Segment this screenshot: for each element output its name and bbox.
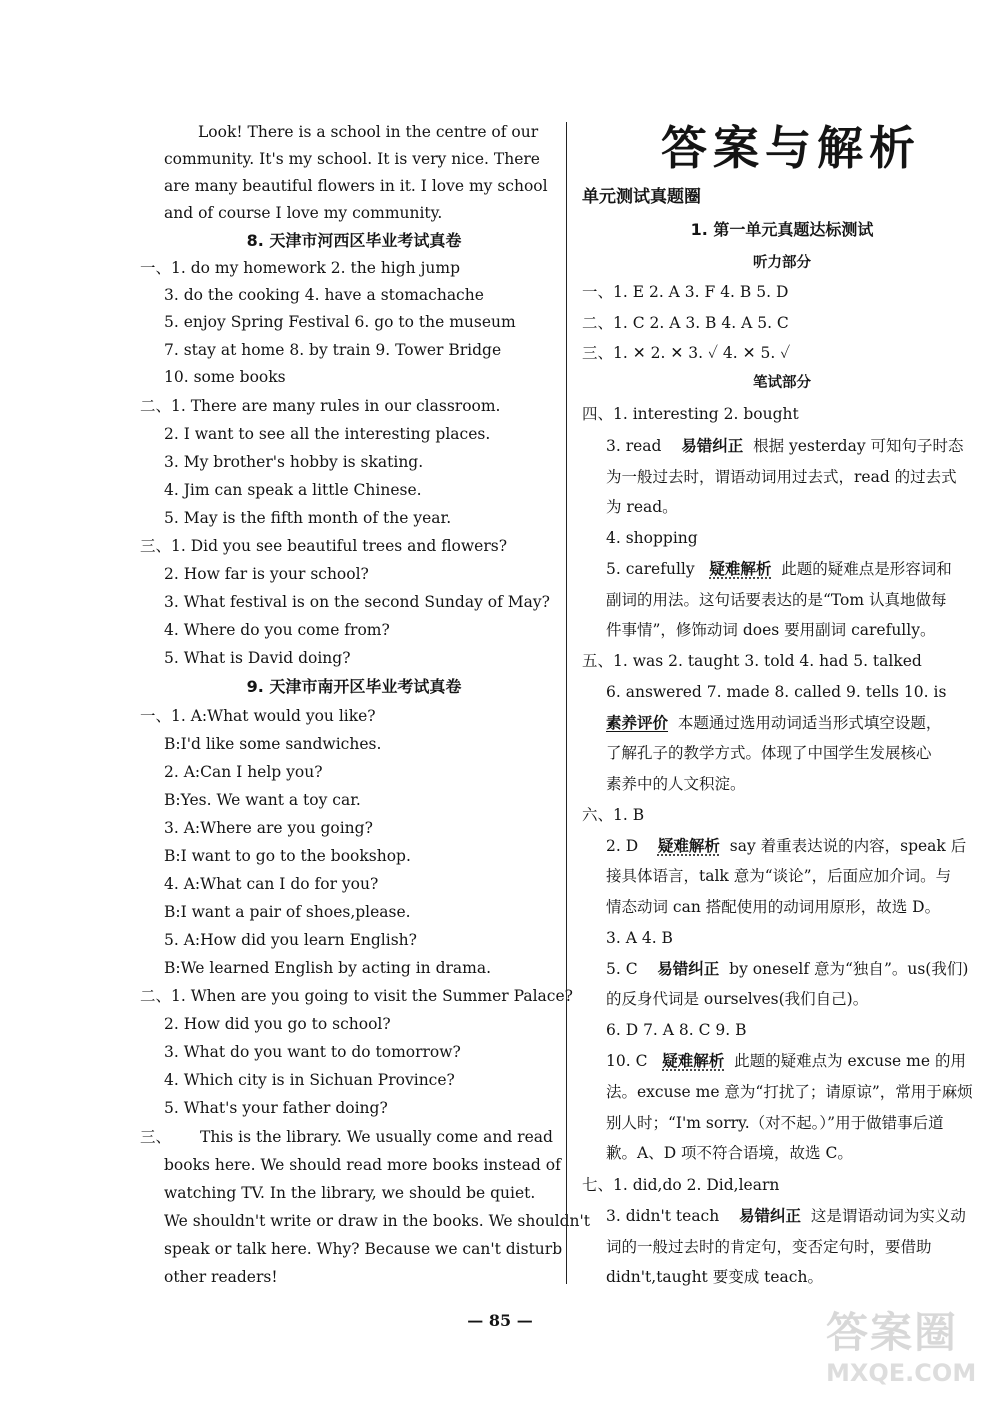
answer-text: 3. didn't teach: [606, 1207, 720, 1225]
answer-line: B:I want a pair of shoes,please.: [164, 903, 411, 921]
answer-line: 5. What's your father doing?: [164, 1099, 388, 1117]
answer-line: 三、1. ✕ 2. ✕ 3. ✓ 4. ✕ 5. ✓: [582, 344, 791, 362]
answer-line: 4. Which city is in Sichuan Province?: [164, 1071, 455, 1089]
unit-title: 1. 第一单元真题达标测试: [690, 220, 874, 239]
answer-line: 6. D 7. A 8. C 9. B: [606, 1021, 747, 1039]
passage-line: speak or talk here. Why? Because we can't disturb: [164, 1240, 563, 1258]
answer-line: 六、1. B: [582, 806, 645, 824]
analysis-tag: 疑难解析: [657, 837, 720, 855]
answer-line: 3. What do you want to do tomorrow?: [164, 1043, 461, 1061]
answer-line: 一、1. E 2. A 3. F 4. B 5. D: [582, 283, 789, 301]
explanation-line: 接具体语言，talk 意为“谈论”，后面应加介词。与: [606, 867, 952, 885]
explanation-line: 情态动词 can 搭配使用的动词用原形，故选 D。: [606, 898, 941, 916]
explanation-text: 此题的疑难点是形容词和: [781, 560, 952, 578]
answer-line: 5. enjoy Spring Festival 6. go to the museum: [164, 313, 516, 331]
explanation-line: 法。excuse me 意为“打扰了；请原谅”，常用于麻烦: [606, 1083, 973, 1101]
intro-line: Look! There is a school in the centre of our: [198, 123, 539, 141]
error-correction-tag: 易错纠正: [681, 437, 744, 455]
explanation-text: say 着重表达说的内容，speak 后: [729, 837, 967, 855]
explanation-line: 了解孔子的教学方式。体现了中国学生发展核心: [606, 744, 932, 762]
intro-line: and of course I love my community.: [164, 204, 443, 222]
answer-line: 2. How did you go to school?: [164, 1015, 391, 1033]
answer-line: B:I want to go to the bookshop.: [164, 847, 411, 865]
answer-line: 7. stay at home 8. by train 9. Tower Bridge: [164, 341, 502, 359]
watermark-logo: [826, 1308, 996, 1404]
answer-line: B:Yes. We want a toy car.: [164, 791, 361, 809]
answer-line: 5. What is David doing?: [164, 649, 351, 667]
answer-line: 2. A:Can I help you?: [164, 763, 323, 781]
explanation-line: 为一般过去时，谓语动词用过去式，read 的过去式: [606, 468, 957, 486]
page-title: 答案与解析: [661, 121, 921, 175]
answer-text: 5. carefully: [606, 560, 695, 578]
watermark-url: MXQE.COM: [826, 1359, 977, 1387]
answer-line: [606, 713, 941, 733]
analysis-tag: 疑难解析: [709, 560, 772, 578]
explanation-text: by oneself 意为“独自”。us(我们): [729, 960, 969, 978]
answer-line: [606, 1206, 966, 1226]
answer-line: [606, 836, 966, 856]
explanation-text: 这是谓语动词为实义动: [810, 1207, 966, 1225]
answer-line: 3. do the cooking 4. have a stomachache: [164, 286, 484, 304]
answer-line: 二、1. There are many rules in our classroom.: [140, 397, 501, 415]
answer-line: 4. shopping: [606, 529, 698, 547]
intro-line: are many beautiful flowers in it. I love my school: [164, 177, 548, 195]
answer-line: 4. Where do you come from?: [164, 621, 390, 639]
answer-line: [606, 1051, 966, 1071]
answer-line: 10. some books: [164, 368, 286, 386]
answer-line: 一、1. A:What would you like?: [140, 707, 376, 725]
explanation-line: 歉。A、D 项不符合语境，故选 C。: [606, 1144, 853, 1162]
intro-line: community. It's my school. It is very nice. There: [164, 150, 540, 168]
answer-line: [606, 436, 964, 456]
answer-line: 四、1. interesting 2. bought: [582, 405, 799, 423]
answer-line: 3. A 4. B: [606, 929, 673, 947]
explanation-line: 素养中的人文积淀。: [606, 775, 746, 793]
answer-line: [606, 559, 952, 579]
watermark-text: 答案圈: [826, 1308, 959, 1357]
explanation-line: didn't,taught 要变成 teach。: [606, 1268, 823, 1286]
answer-line: 五、1. was 2. taught 3. told 4. had 5. talked: [582, 652, 922, 670]
answer-line: 二、1. C 2. A 3. B 4. A 5. C: [582, 314, 789, 332]
error-correction-tag: 易错纠正: [657, 960, 720, 978]
answer-text: 2. D: [606, 837, 639, 855]
answer-line: 七、1. did,do 2. Did,learn: [582, 1176, 780, 1194]
passage-line: This is the library. We usually come and read: [200, 1128, 553, 1146]
answer-line: 4. A:What can I do for you?: [164, 875, 379, 893]
answer-text: 5. C: [606, 960, 638, 978]
explanation-line: 为 read。: [606, 498, 678, 516]
column-divider: [566, 122, 567, 1284]
written-heading: 笔试部分: [753, 375, 811, 391]
answer-line: [606, 959, 968, 979]
answer-line: 6. answered 7. made 8. called 9. tells 10. is: [606, 683, 947, 701]
passage-line: other readers!: [164, 1268, 278, 1286]
answer-line: 2. How far is your school?: [164, 565, 369, 583]
answer-line: 5. A:How did you learn English?: [164, 931, 417, 949]
section-8-title: 8. 天津市河西区毕业考试真卷: [246, 231, 462, 250]
explanation-line: 副词的用法。这句话要表达的是“Tom 认真地做每: [606, 591, 947, 609]
passage-line: books here. We should read more books instead of: [164, 1156, 561, 1174]
explanation-line: 别人时；“I'm sorry.（对不起。）”用于做错事后道: [606, 1114, 944, 1132]
passage-line: We shouldn't write or draw in the books. We shouldn't: [164, 1212, 591, 1230]
question-number: 三、: [140, 1128, 172, 1146]
listening-heading: 听力部分: [753, 255, 811, 271]
answer-text: 3. read: [606, 437, 662, 455]
page-number: — 85 —: [467, 1311, 533, 1330]
answer-line: 3. What festival is on the second Sunday of May?: [164, 593, 550, 611]
answer-line: 二、1. When are you going to visit the Summer Palace?: [140, 987, 573, 1005]
explanation-text: 根据 yesterday 可知句子时态: [753, 437, 964, 455]
error-correction-tag: 易错纠正: [738, 1207, 801, 1225]
passage-line: watching TV. In the library, we should be quiet.: [164, 1184, 536, 1202]
answer-line: 一、1. do my homework 2. the high jump: [140, 259, 460, 277]
explanation-text: 此题的疑难点为 excuse me 的用: [734, 1052, 966, 1070]
answer-line: 5. May is the fifth month of the year.: [164, 509, 452, 527]
section-9-title: 9. 天津市南开区毕业考试真卷: [246, 677, 462, 696]
answer-line: 3. A:Where are you going?: [164, 819, 373, 837]
answer-line: 4. Jim can speak a little Chinese.: [164, 481, 422, 499]
answer-line: 2. I want to see all the interesting places.: [164, 425, 491, 443]
section-heading: 单元测试真题圈: [582, 187, 701, 207]
answer-line: 三、1. Did you see beautiful trees and flowers?: [140, 537, 508, 555]
answer-line: B:I'd like some sandwiches.: [164, 735, 382, 753]
explanation-text: 本题通过选用动词适当形式填空设题，: [677, 714, 942, 732]
explanation-line: 词的一般过去时的肯定句，变否定句时，要借助: [606, 1238, 932, 1256]
analysis-tag: 疑难解析: [662, 1052, 725, 1070]
literacy-evaluation-tag: 素养评价: [606, 714, 669, 732]
explanation-line: 件事情”，修饰动词 does 要用副词 carefully。: [606, 621, 936, 639]
explanation-line: 的反身代词是 ourselves(我们自己)。: [606, 990, 869, 1008]
answer-line: 3. My brother's hobby is skating.: [164, 453, 424, 471]
answer-line: B:We learned English by acting in drama.: [164, 959, 492, 977]
answer-text: 10. C: [606, 1052, 648, 1070]
